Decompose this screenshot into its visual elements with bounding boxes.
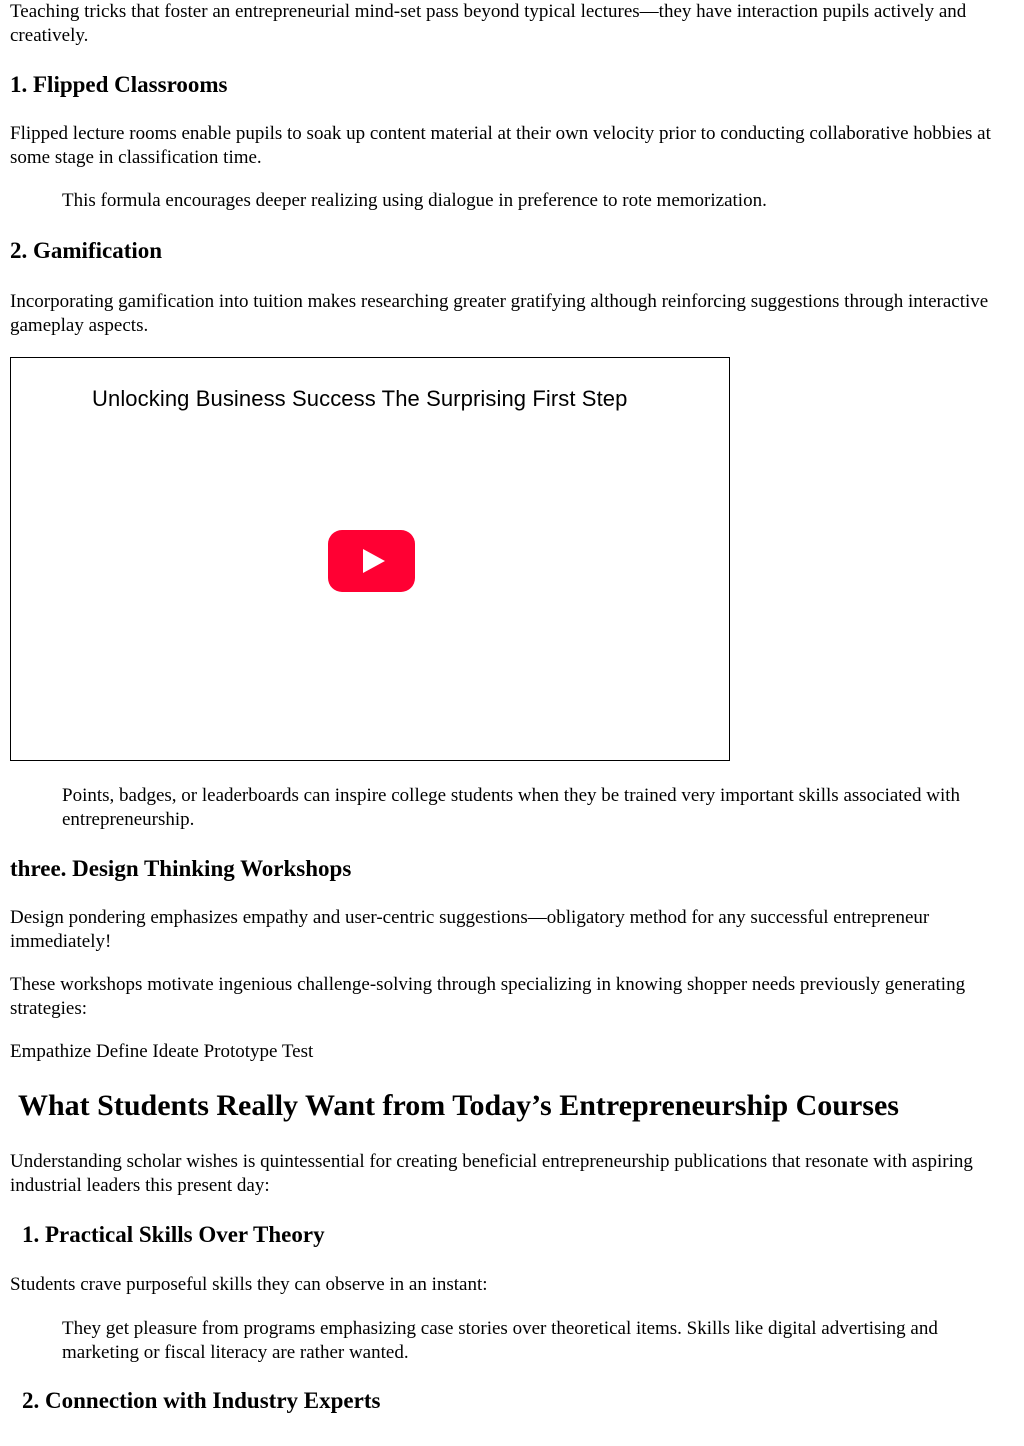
heading-industry-experts: 2. Connection with Industry Experts — [22, 1388, 381, 1413]
heading-practical-skills: 1. Practical Skills Over Theory — [22, 1222, 325, 1247]
workshops-paragraph: These workshops motivate ingenious challenge-solving through specializing in knowing shopper needs previously generating strategies: — [10, 974, 966, 1019]
video-title[interactable]: Unlocking Business Success The Surprising First Step — [92, 386, 628, 411]
heading-what-students-want: What Students Really Want from Today’s Entrepreneurship Courses — [18, 1089, 899, 1122]
gamification-quote: Points, badges, or leaderboards can inspire college students when they be trained very important skills associated with entrepreneurship. — [62, 785, 961, 830]
heading-flipped-classrooms: 1. Flipped Classrooms — [10, 72, 228, 97]
practical-skills-quote: They get pleasure from programs emphasizing case stories over theoretical items. Skills like digital advertising and marketing or fiscal literacy are rather wanted. — [62, 1318, 938, 1363]
students-intro-paragraph: Understanding scholar wishes is quintessential for creating beneficial entrepreneurship publications that resonate with aspiring industrial leaders this present day: — [10, 1151, 973, 1196]
gamification-paragraph: Incorporating gamification into tuition makes researching greater gratifying although reinforcing suggestions through interactive gameplay aspects. — [10, 291, 989, 336]
intro-paragraph: Teaching tricks that foster an entrepreneurial mind-set pass beyond typical lectures—they have interaction pupils actively and creatively. — [10, 1, 967, 46]
flipped-classrooms-paragraph: Flipped lecture rooms enable pupils to soak up content material at their own velocity prior to conducting collaborative hobbies at some stage in classification time. — [10, 123, 991, 168]
heading-gamification: 2. Gamification — [10, 238, 163, 263]
youtube-play-icon[interactable] — [328, 530, 415, 592]
flipped-classrooms-quote: This formula encourages deeper realizing using dialogue in preference to rote memorization. — [62, 190, 767, 211]
heading-design-thinking: three. Design Thinking Workshops — [10, 856, 352, 881]
practical-skills-paragraph: Students crave purposeful skills they can observe in an instant: — [10, 1274, 488, 1295]
video-embed[interactable] — [10, 357, 730, 761]
design-thinking-paragraph: Design pondering emphasizes empathy and user-centric suggestions—obligatory method for any successful entrepreneur immediately! — [10, 907, 930, 952]
design-thinking-steps: Empathize Define Ideate Prototype Test — [10, 1041, 314, 1062]
